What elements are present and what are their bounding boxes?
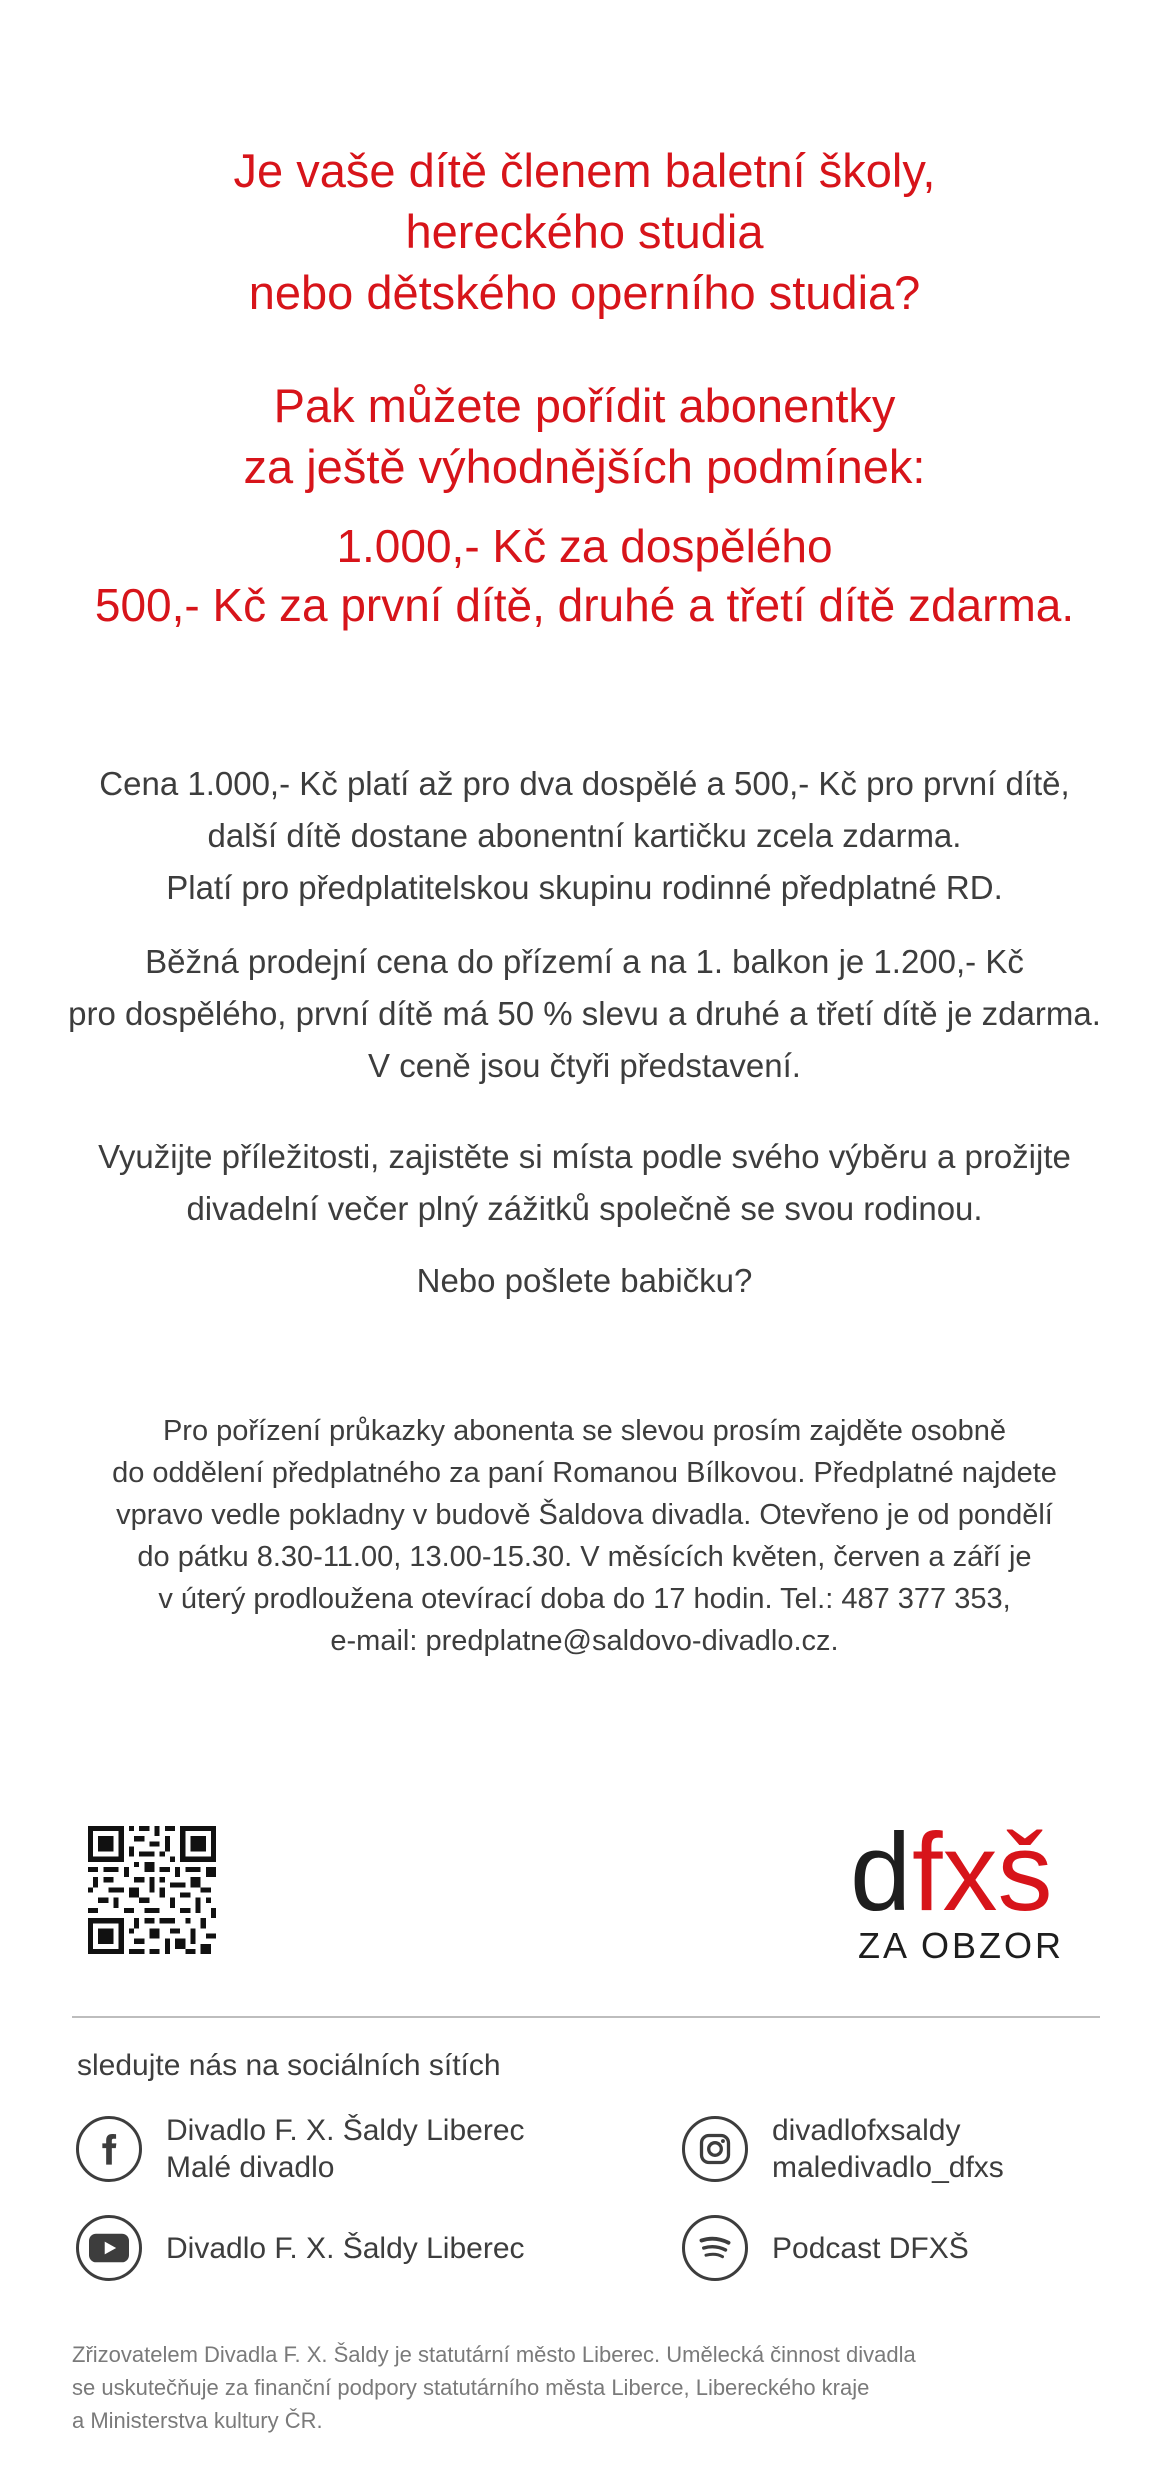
price-line: 1.000,- Kč za dospělého [336,520,833,572]
footer-note [72,2338,916,2437]
text-line: e-mail: predplatne@saldovo-divadlo.cz. [330,1625,839,1657]
text-line: do oddělení předplatného za paní Romanou Bílkovou. Předplatné najdete [112,1457,1057,1489]
social-spotify[interactable] [682,2215,969,2281]
instagram-names[interactable] [772,2112,1004,2186]
spotify-name[interactable]: Podcast DFXŠ [772,2231,969,2265]
text-line: v úterý prodloužena otevírací doba do 17 hodin. Tel.: 487 377 353, [158,1583,1011,1615]
social-instagram[interactable] [682,2112,1004,2186]
paragraph-regular-price [0,936,1169,1092]
instagram-name[interactable]: maledivadlo_dfxs [772,2151,1004,2184]
social-youtube[interactable] [76,2215,525,2281]
headline-line: Pak můžete pořídit abonentky [273,379,896,432]
headline-line: hereckého studia [405,205,764,258]
instagram-icon[interactable] [682,2116,748,2182]
text-line: Běžná prodejní cena do přízemí a na 1. balkon je 1.200,- Kč [145,943,1024,980]
facebook-icon[interactable] [76,2116,142,2182]
headline-line: za ještě výhodnějších podmínek: [243,440,926,493]
youtube-icon[interactable] [76,2215,142,2281]
text-line: do pátku 8.30-11.00, 13.00-15.30. V měsících květen, červen a září je [137,1541,1032,1573]
text-line: Cena 1.000,- Kč platí až pro dva dospělé a 500,- Kč pro první dítě, [99,765,1070,802]
headline-prices [0,517,1169,635]
price-line: 500,- Kč za první dítě, druhé a třetí dítě zdarma. [94,579,1075,631]
text-line: V ceně jsou čtyři představení. [368,1047,801,1084]
footer-line: a Ministerstva kultury ČR. [72,2408,323,2433]
paragraph-grandma [0,1255,1169,1307]
paragraph-price-info [0,758,1169,914]
headline-offer [0,375,1169,497]
spotify-icon[interactable] [682,2215,748,2281]
footer-line: se uskutečňuje za finanční podpory statutárního města Liberce, Libereckého kraje [72,2375,870,2400]
facebook-name[interactable]: Divadlo F. X. Šaldy Liberec [166,2114,525,2147]
text-line: pro dospělého, první dítě má 50 % slevu a druhé a třetí dítě je zdarma. [68,995,1101,1032]
logo-subtitle: ZA OBZOR [858,1925,1065,1966]
footer-line: Zřizovatelem Divadla F. X. Šaldy je statutární město Liberec. Umělecká činnost divadla [72,2342,916,2367]
social-title: sledujte nás na sociálních sítích [77,2049,501,2082]
headline-question [0,140,1169,323]
headline-line: Je vaše dítě členem baletní školy, [233,144,936,197]
text-line: divadelní večer plný zážitků společně se svou rodinou. [186,1190,983,1227]
text-line: další dítě dostane abonentní kartičku zcela zdarma. [207,817,962,854]
logo-mark-right: fxš [912,1811,1053,1934]
facebook-name[interactable]: Malé divadlo [166,2151,335,2184]
text-line: Platí pro předplatitelskou skupinu rodinné předplatné RD. [166,869,1003,906]
social-facebook[interactable] [76,2112,525,2186]
divider [72,2016,1100,2018]
qr-code[interactable] [88,1826,216,1954]
contact-info [0,1410,1169,1662]
facebook-names[interactable] [166,2112,525,2186]
headline-line: nebo dětského operního studia? [248,266,921,319]
paragraph-invitation [0,1131,1169,1235]
text-line: vpravo vedle pokladny v budově Šaldova divadla. Otevřeno je od pondělí [116,1499,1053,1531]
text-line: Nebo pošlete babičku? [416,1262,753,1299]
youtube-name[interactable]: Divadlo F. X. Šaldy Liberec [166,2231,525,2265]
logo-mark-left: d [850,1811,912,1934]
text-line: Využijte příležitosti, zajistěte si místa podle svého výběru a prožijte [98,1138,1071,1175]
text-line: Pro pořízení průkazky abonenta se slevou prosím zajděte osobně [162,1415,1007,1447]
instagram-name[interactable]: divadlofxsaldy [772,2114,961,2147]
